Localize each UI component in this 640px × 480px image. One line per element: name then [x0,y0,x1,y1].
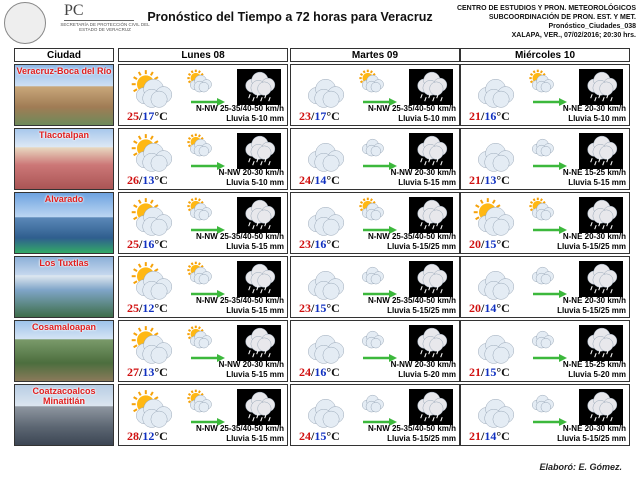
trend-arrow-icon [363,349,397,357]
rain-forecast: Lluvia 5-15/25 mm [387,434,456,443]
weather-icon [297,197,349,237]
forecast-cell [460,384,630,446]
min-temp: 13 [142,365,155,379]
max-temp: 23 [299,109,311,123]
night-rain-icon [409,325,453,361]
city-row [14,384,630,446]
trend-arrow-icon [363,93,397,101]
trend-arrow-icon [363,221,397,229]
wind-forecast: N-NW 20-30 km/h [390,360,456,369]
min-temp: 14 [314,173,327,187]
night-rain-icon [409,69,453,105]
forecast-cell [118,256,288,318]
city-name: Coatzacoalcos Minatitlán [32,386,96,406]
temp-separator: / [139,173,143,187]
temperature [127,109,168,124]
trend-arrow-icon [533,285,567,293]
afternoon-icon [355,133,387,157]
weather-icon [297,389,349,429]
temperature [299,429,340,444]
temp-separator: / [481,301,485,315]
temp-unit: °C [154,429,168,443]
temperature [127,365,168,380]
min-temp: 15 [484,237,497,251]
rain-forecast: Lluvia 5-15/25 mm [387,306,456,315]
night-rain-icon [579,197,623,233]
temperature [127,237,168,252]
wind-forecast: N-NW 20-30 km/h [218,168,284,177]
temp-separator: / [481,429,485,443]
temp-unit: °C [496,109,510,123]
min-temp: 15 [484,365,497,379]
column-header-city: Ciudad [14,48,114,62]
wind-forecast: N-NE 20-30 km/h [562,424,626,433]
temp-unit: °C [154,173,168,187]
weather-icon [125,133,177,173]
wind-forecast: N-NW 25-35/40-50 km/h [367,232,456,241]
night-rain-icon [409,197,453,233]
night-rain-icon [237,69,281,105]
night-rain-icon [409,261,453,297]
temp-separator: / [311,173,315,187]
max-temp: 21 [469,429,481,443]
night-rain-icon [579,325,623,361]
rain-forecast: Lluvia 5-15 mm [226,434,284,443]
wind-forecast: N-NW 20-30 km/h [218,360,284,369]
temperature [127,301,168,316]
rain-forecast: Lluvia 5-15 mm [568,178,626,187]
temp-unit: °C [496,237,510,251]
weather-icon [125,325,177,365]
max-temp: 21 [469,365,481,379]
temp-unit: °C [326,429,340,443]
header [0,0,640,44]
logo-subtitle: SECRETARÍA DE PROTECCIÓN CIVIL DEL ESTADO DE VERACRUZ [60,22,150,32]
temp-unit: °C [154,109,168,123]
afternoon-icon [525,69,557,93]
temp-separator: / [139,301,143,315]
trend-arrow-icon [533,413,567,421]
city-row [14,192,630,254]
forecast-cell [460,256,630,318]
forecast-cell [118,128,288,190]
min-temp: 12 [142,429,155,443]
afternoon-icon [183,389,215,413]
max-temp: 25 [127,109,139,123]
wind-forecast: N-NE 15-25 km/h [562,360,626,369]
temperature [469,109,510,124]
trend-arrow-icon [533,93,567,101]
trend-arrow-icon [533,349,567,357]
temp-unit: °C [496,301,510,315]
rain-forecast: Lluvia 5-15/25 mm [557,434,626,443]
temp-unit: °C [496,365,510,379]
weather-icon [125,389,177,429]
temp-separator: / [481,365,485,379]
weather-icon [125,69,177,109]
min-temp: 14 [484,429,497,443]
temp-unit: °C [154,365,168,379]
afternoon-icon [355,325,387,349]
wind-forecast: N-NW 25-35/40-50 km/h [195,232,284,241]
city-cell [14,64,114,126]
info-line: XALAPA, VER., 07/02/2016; 20:30 hrs. [511,32,636,39]
temperature [469,173,510,188]
min-temp: 16 [314,237,327,251]
temperature [299,237,340,252]
max-temp: 24 [299,173,311,187]
trend-arrow-icon [191,285,225,293]
temperature [299,173,340,188]
min-temp: 13 [142,173,155,187]
temp-unit: °C [326,301,340,315]
afternoon-icon [355,69,387,93]
afternoon-icon [183,133,215,157]
afternoon-icon [525,389,557,413]
night-rain-icon [237,261,281,297]
temperature [299,365,340,380]
forecast-cell [290,192,460,254]
forecast-cell [118,64,288,126]
temp-unit: °C [326,365,340,379]
forecast-cell [290,128,460,190]
forecast-cell [118,320,288,382]
wind-forecast: N-NW 25-35/40-50 km/h [367,296,456,305]
min-temp: 15 [314,429,327,443]
max-temp: 21 [469,109,481,123]
trend-arrow-icon [191,221,225,229]
temperature [299,109,340,124]
forecast-cell [460,128,630,190]
forecast-cell [290,384,460,446]
forecast-cell [290,320,460,382]
rain-forecast: Lluvia 5-10 mm [398,114,456,123]
weather-icon [467,133,519,173]
info-line: SUBCOORDINACIÓN DE PRON. EST. Y MET. [488,14,636,21]
wind-forecast: N-NW 25-35/40-50 km/h [367,424,456,433]
trend-arrow-icon [533,157,567,165]
city-name: Alvarado [44,194,84,204]
night-rain-icon [579,389,623,425]
rain-forecast: Lluvia 5-15 mm [226,306,284,315]
rain-forecast: Lluvia 5-15/25 mm [557,242,626,251]
temp-separator: / [481,109,485,123]
forecast-cell [460,320,630,382]
max-temp: 24 [299,365,311,379]
temperature [469,365,510,380]
trend-arrow-icon [191,349,225,357]
max-temp: 23 [299,237,311,251]
city-name: Veracruz-Boca del Río [16,66,112,76]
rain-forecast: Lluvia 5-15 mm [226,242,284,251]
night-rain-icon [237,325,281,361]
trend-arrow-icon [363,285,397,293]
night-rain-icon [579,69,623,105]
logo-divider [64,20,134,21]
forecast-cell [118,192,288,254]
temperature [127,429,168,444]
night-rain-icon [409,389,453,425]
max-temp: 26 [127,173,139,187]
min-temp: 17 [314,109,327,123]
city-row [14,320,630,382]
forecast-cell [460,192,630,254]
night-rain-icon [579,261,623,297]
temperature [127,173,168,188]
trend-arrow-icon [533,221,567,229]
max-temp: 28 [127,429,139,443]
weather-icon [297,261,349,301]
night-rain-icon [237,133,281,169]
logo-pc-text: PC [64,2,84,19]
weather-icon [467,261,519,301]
temperature [469,429,510,444]
min-temp: 14 [484,301,497,315]
temp-separator: / [139,429,143,443]
min-temp: 16 [314,365,327,379]
weather-icon [297,133,349,173]
temp-separator: / [311,301,315,315]
afternoon-icon [183,325,215,349]
afternoon-icon [183,69,215,93]
weather-icon [467,325,519,365]
temp-unit: °C [326,237,340,251]
city-cell [14,320,114,382]
temperature [469,237,510,252]
temp-unit: °C [326,173,340,187]
forecast-cell [290,256,460,318]
city-cell [14,192,114,254]
page-title: Pronóstico del Tiempo a 72 horas para Veracruz [147,10,433,24]
author-credit: Elaboró: E. Gómez. [539,462,622,472]
afternoon-icon [525,261,557,285]
city-row [14,256,630,318]
temp-separator: / [139,237,143,251]
afternoon-icon [525,325,557,349]
weather-icon [467,69,519,109]
forecast-cell [290,64,460,126]
afternoon-icon [183,261,215,285]
temp-separator: / [481,237,485,251]
max-temp: 27 [127,365,139,379]
afternoon-icon [183,197,215,221]
wind-forecast: N-NE 20-30 km/h [562,232,626,241]
city-cell [14,256,114,318]
info-line: Pronóstico_Ciudades_038 [548,23,636,30]
max-temp: 25 [127,301,139,315]
rain-forecast: Lluvia 5-20 mm [398,370,456,379]
weather-icon [467,389,519,429]
temp-unit: °C [496,173,510,187]
city-row [14,128,630,190]
trend-arrow-icon [363,413,397,421]
city-name: Cosamaloapan [31,322,97,332]
trend-arrow-icon [363,157,397,165]
column-header-day3: Miércoles 10 [460,48,630,62]
max-temp: 24 [299,429,311,443]
wind-forecast: N-NW 25-35/40-50 km/h [367,104,456,113]
temp-separator: / [311,109,315,123]
min-temp: 16 [484,109,497,123]
min-temp: 15 [314,301,327,315]
column-header-day1: Lunes 08 [118,48,288,62]
temperature [469,301,510,316]
temp-unit: °C [326,109,340,123]
column-header-day2: Martes 09 [290,48,460,62]
forecast-cell [118,384,288,446]
city-name: Tlacotalpan [38,130,89,140]
rain-forecast: Lluvia 5-15 mm [226,370,284,379]
rain-forecast: Lluvia 5-15/25 mm [387,242,456,251]
weather-icon [125,261,177,301]
city-cell [14,384,114,446]
city-cell [14,128,114,190]
wind-forecast: N-NE 20-30 km/h [562,104,626,113]
temp-separator: / [139,109,143,123]
temp-unit: °C [154,237,168,251]
temp-separator: / [481,173,485,187]
min-temp: 12 [142,301,155,315]
wind-forecast: N-NE 15-25 km/h [562,168,626,177]
rain-forecast: Lluvia 5-10 mm [226,178,284,187]
wind-forecast: N-NW 25-35/40-50 km/h [195,104,284,113]
max-temp: 21 [469,173,481,187]
city-row [14,64,630,126]
temp-separator: / [139,365,143,379]
wind-forecast: N-NW 20-30 km/h [390,168,456,177]
temperature [299,301,340,316]
afternoon-icon [355,389,387,413]
min-temp: 13 [484,173,497,187]
max-temp: 20 [469,301,481,315]
weather-icon [467,197,519,237]
afternoon-icon [355,261,387,285]
forecast-cell [460,64,630,126]
night-rain-icon [409,133,453,169]
afternoon-icon [525,133,557,157]
weather-icon [125,197,177,237]
weather-icon [297,325,349,365]
afternoon-icon [355,197,387,221]
trend-arrow-icon [191,93,225,101]
temp-separator: / [311,365,315,379]
max-temp: 20 [469,237,481,251]
rain-forecast: Lluvia 5-15/25 mm [557,306,626,315]
pc-logo [4,2,154,42]
night-rain-icon [579,133,623,169]
temp-unit: °C [154,301,168,315]
rain-forecast: Lluvia 5-10 mm [226,114,284,123]
min-temp: 17 [142,109,155,123]
wind-forecast: N-NE 20-30 km/h [562,296,626,305]
max-temp: 23 [299,301,311,315]
state-seal-icon [4,2,46,44]
wind-forecast: N-NW 25-35/40-50 km/h [195,424,284,433]
min-temp: 16 [142,237,155,251]
trend-arrow-icon [191,413,225,421]
city-name: Los Tuxtlas [39,258,89,268]
rain-forecast: Lluvia 5-10 mm [568,114,626,123]
temp-separator: / [311,429,315,443]
max-temp: 25 [127,237,139,251]
trend-arrow-icon [191,157,225,165]
temp-unit: °C [496,429,510,443]
info-line: CENTRO DE ESTUDIOS Y PRON. METEOROLÓGICOS [456,5,636,12]
weather-icon [297,69,349,109]
agency-info [440,4,636,40]
night-rain-icon [237,197,281,233]
afternoon-icon [525,197,557,221]
rain-forecast: Lluvia 5-15 mm [398,178,456,187]
rain-forecast: Lluvia 5-20 mm [568,370,626,379]
temp-separator: / [311,237,315,251]
wind-forecast: N-NW 25-35/40-50 km/h [195,296,284,305]
night-rain-icon [237,389,281,425]
